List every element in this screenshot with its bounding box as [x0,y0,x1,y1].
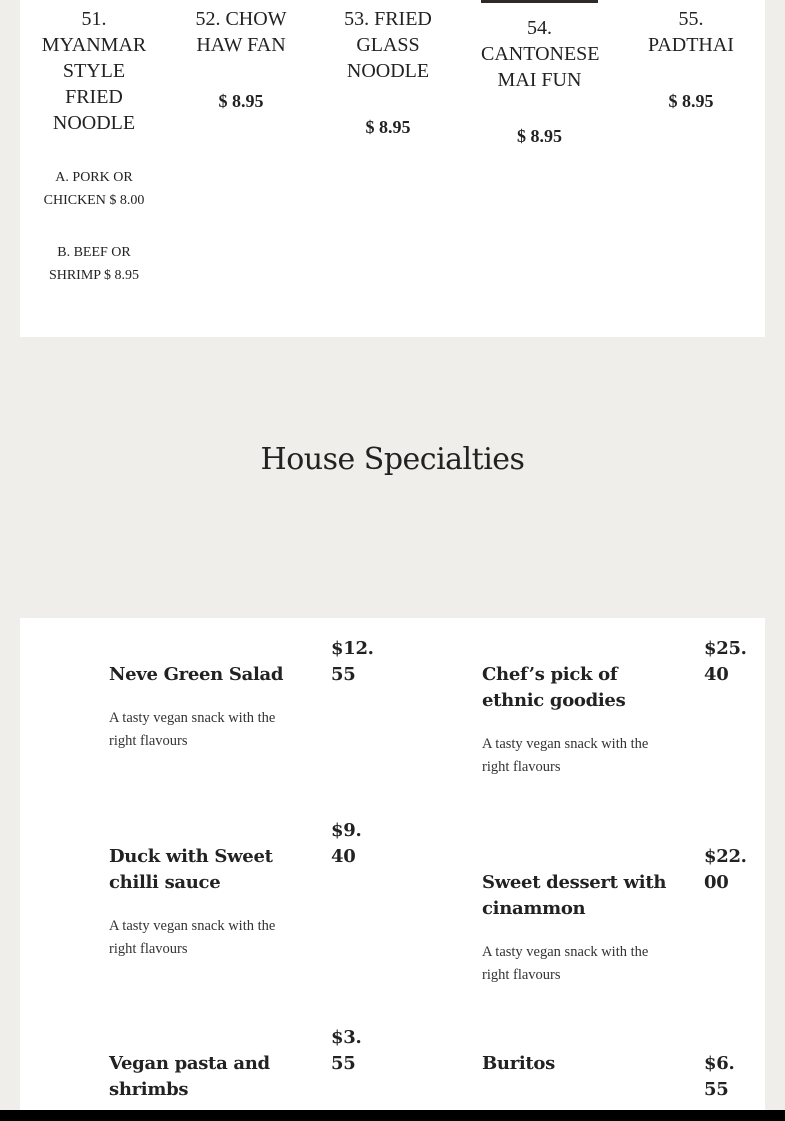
menu-item-price: $ 8.95 [218,91,264,111]
menu-item-54 [481,15,598,149]
specialty-item [482,870,672,987]
specialty-description: A tasty vegan snack with the right flavours [109,918,276,957]
menu-item-name: 52. CHOW HAW FAN [195,8,287,56]
specialty-price: $22.00 [704,846,747,893]
specialty-item [109,844,299,961]
specialty-price: $25.40 [704,638,747,685]
specialty-price: $12.55 [331,638,374,685]
bottom-bar [0,1110,785,1121]
menu-item-name: 51. MYANMAR STYLE FRIED NOODLE [41,8,147,134]
section-title: House Specialties [260,442,525,477]
menu-item-price: $ 8.95 [365,117,411,137]
image-edge [481,0,598,3]
specialty-name: Vegan pasta and shrimbs [109,1053,270,1100]
specialty-description: A tasty vegan snack with the right flavours [482,736,649,775]
specialty-name: Duck with Sweet chilli sauce [109,846,273,893]
menu-item-option: A. PORK OR CHICKEN $ 8.00 [43,170,145,208]
menu-item-51 [36,6,152,287]
specialty-price: $3.55 [331,1027,362,1074]
specialty-name: Neve Green Salad [109,664,284,685]
specialty-item [109,662,299,753]
specialty-name: Buritos [482,1053,555,1074]
menu-item-name: 55. PADTHAI [648,8,734,56]
menu-item-price: $ 8.95 [517,126,562,146]
specialty-description: A tasty vegan snack with the right flavours [109,710,276,749]
menu-item-55 [634,6,748,114]
specialty-name: Sweet dessert with cinammon [482,872,667,919]
menu-item-name: 53. FRIED GLASS NOODLE [344,8,432,82]
menu-item-price: $ 8.95 [668,91,714,111]
menu-item-53 [332,6,444,140]
specialty-name: Chef’s pick of ethnic goodies [482,664,626,711]
noodle-menu-panel [20,0,765,337]
specialty-item [482,662,672,779]
menu-item-name: 54. CANTONESE MAI FUN [481,17,600,91]
menu-item-52 [184,6,298,114]
specialty-price: $9.40 [331,820,362,867]
specialty-item [109,1051,299,1103]
specialty-description: A tasty vegan snack with the right flavours [482,944,649,983]
specialty-item [482,1051,672,1077]
specialty-price: $6.55 [704,1053,735,1100]
house-specialties-panel [20,618,765,1121]
menu-item-option: B. BEEF OR SHRIMP $ 8.95 [48,245,140,283]
